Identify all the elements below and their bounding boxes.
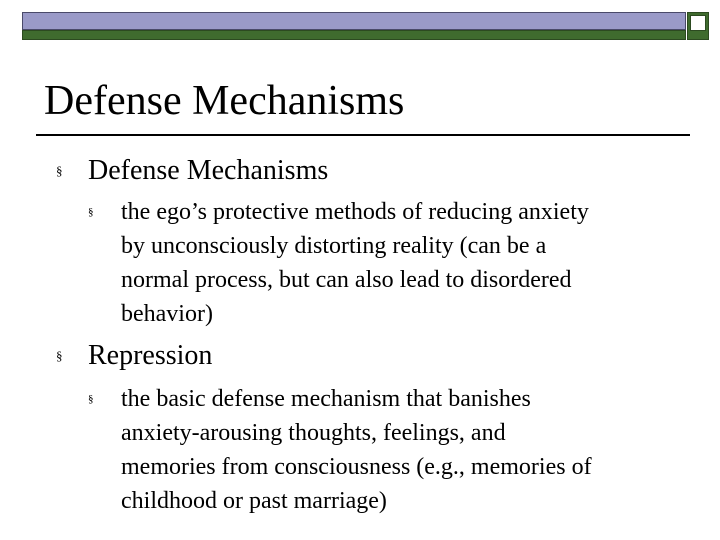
header-corner-decoration xyxy=(687,12,709,40)
text-line: memories from consciousness (e.g., memories of xyxy=(121,454,592,480)
text-line: childhood or past marriage) xyxy=(121,488,387,514)
header-decoration-stripe xyxy=(22,30,686,40)
sub-bullet-square-icon: § xyxy=(88,206,94,218)
header-decoration-bar xyxy=(22,12,686,30)
title-divider xyxy=(36,134,690,136)
text-line: anxiety-arousing thoughts, feelings, and xyxy=(121,420,506,446)
bullet-square-icon: § xyxy=(56,348,63,363)
text-line: normal process, but can also lead to disordered xyxy=(121,267,572,293)
slide-title: Defense Mechanisms xyxy=(44,78,405,124)
bullet-text: Repression xyxy=(88,340,213,371)
bullet-text: Defense Mechanisms xyxy=(88,155,329,186)
sub-bullet-square-icon: § xyxy=(88,393,94,405)
sub-bullet-text xyxy=(121,195,681,331)
text-line: behavior) xyxy=(121,301,213,327)
corner-square-icon xyxy=(690,15,706,31)
bullet-square-icon: § xyxy=(56,163,63,178)
text-line: the ego’s protective methods of reducing anxiety xyxy=(121,199,589,225)
text-line: by unconsciously distorting reality (can be a xyxy=(121,233,547,259)
text-line: the basic defense mechanism that banishes xyxy=(121,386,531,412)
sub-bullet-text xyxy=(121,382,681,518)
